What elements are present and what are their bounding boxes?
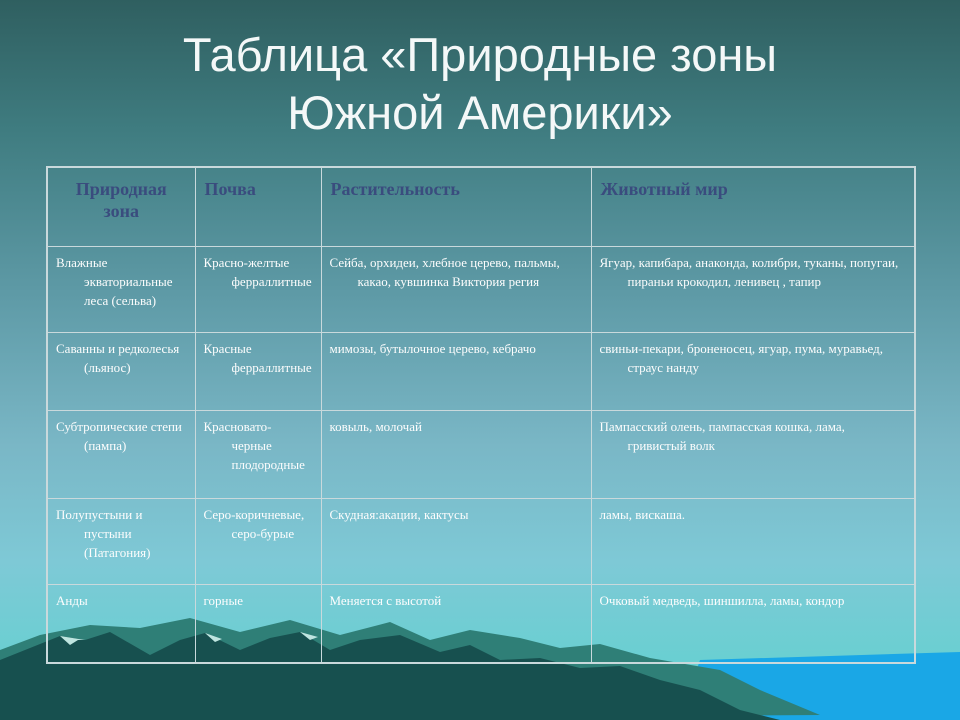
cell-fauna: Ягуар, капибара, анаконда, колибри, туканы, попугаи, пираньи крокодил, ленивец , тапир: [591, 247, 915, 333]
cell-soil: Красные ферраллитные: [195, 333, 321, 411]
cell-vegetation: мимозы, бутылочное церево, кебрачо: [321, 333, 591, 411]
column-header-fauna: Животный мир: [591, 167, 915, 247]
cell-soil: Красновато-черные плодородные: [195, 411, 321, 499]
slide-title: [0, 26, 960, 142]
column-header-vegetation: Растительность: [321, 167, 591, 247]
slide-title-line-1: Таблица «Природные зоны: [182, 28, 778, 81]
cell-zone: Субтропические степи (пампа): [47, 411, 195, 499]
cell-vegetation: Меняется с высотой: [321, 585, 591, 664]
natural-zones-table: [46, 166, 916, 664]
table-header-row: [47, 167, 915, 247]
table-row: [47, 333, 915, 411]
cell-soil: горные: [195, 585, 321, 664]
table-row: [47, 585, 915, 664]
table-row: [47, 411, 915, 499]
cell-fauna: Очковый медведь, шиншилла, ламы, кондор: [591, 585, 915, 664]
cell-vegetation: Скудная:акации, кактусы: [321, 499, 591, 585]
cell-zone: Анды: [47, 585, 195, 664]
column-header-zone: Природная зона: [47, 167, 195, 247]
cell-vegetation: ковыль, молочай: [321, 411, 591, 499]
cell-zone: Полупустыни и пустыни (Патагония): [47, 499, 195, 585]
table-row: [47, 247, 915, 333]
column-header-soil: Почва: [195, 167, 321, 247]
table-row: [47, 499, 915, 585]
cell-fauna: ламы, вискаша.: [591, 499, 915, 585]
slide-title-line-2: Южной Америки»: [287, 86, 673, 139]
cell-zone: Саванны и редколесья (льянос): [47, 333, 195, 411]
cell-fauna: Пампасский олень, пампасская кошка, лама, гривистый волк: [591, 411, 915, 499]
cell-vegetation: Сейба, орхидеи, хлебное церево, пальмы, какао, кувшинка Виктория регия: [321, 247, 591, 333]
cell-zone: Влажные экваториальные леса (сельва): [47, 247, 195, 333]
cell-soil: Серо-коричневые, серо-бурые: [195, 499, 321, 585]
cell-fauna: свиньи-пекари, броненосец, ягуар, пума, муравьед, страус нанду: [591, 333, 915, 411]
cell-soil: Красно-желтые ферраллитные: [195, 247, 321, 333]
